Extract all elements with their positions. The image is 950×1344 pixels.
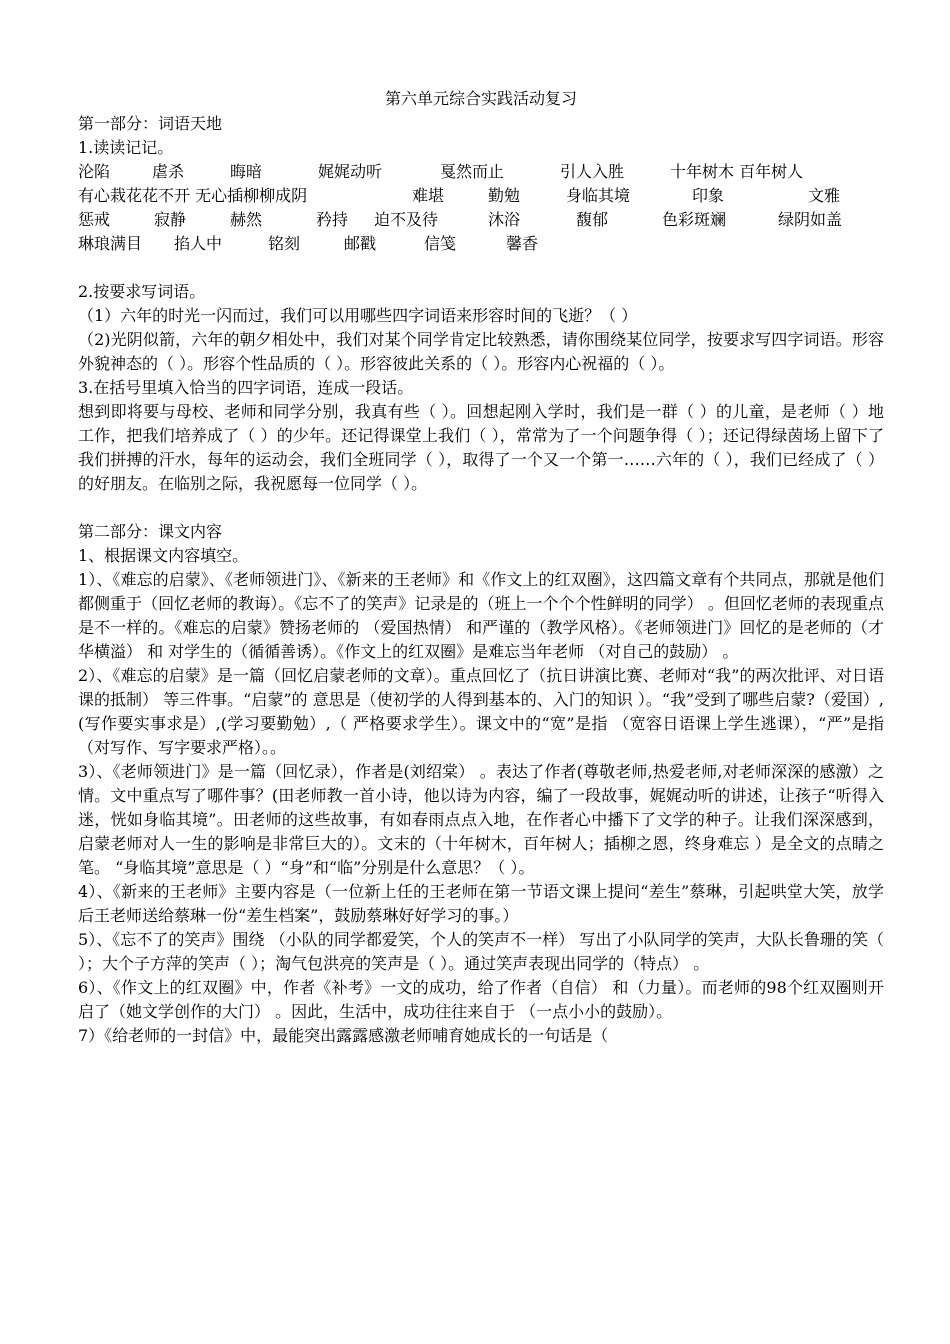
word: 铭刻 xyxy=(268,234,301,253)
word-row-1 xyxy=(78,160,884,184)
word: 赫然 xyxy=(230,210,263,229)
word: 掐人中 xyxy=(174,234,223,253)
word: 有心栽花花不开 无心插柳柳成阴 xyxy=(78,186,308,205)
word: 色彩斑斓 xyxy=(662,210,727,229)
word: 引人入胜 xyxy=(560,162,625,181)
part2-item-4: 4）、《新来的王老师》主要内容是（一位新上任的王老师在第一节语文课上提问“差生”蔡琳，引起哄堂大笑，放学后王老师送给蔡琳一份“差生档案”，鼓励蔡琳好好学习的事。） xyxy=(78,882,884,925)
word: 寂静 xyxy=(154,210,187,229)
word-row-3 xyxy=(78,208,884,232)
word-row-2 xyxy=(78,184,884,208)
word: 虐杀 xyxy=(152,162,185,181)
word: 文雅 xyxy=(808,186,841,205)
word: 琳琅满目 xyxy=(78,234,143,253)
word: 沐浴 xyxy=(488,210,521,229)
q3-paragraph: 想到即将要与母校、老师和同学分别，我真有些（ ）。回想起刚入学时，我们是一群（ ）的儿童，是老师（ ）地工作，把我们培养成了（ ）的少年。还记得课堂上我们（ ），常常为了一个问题争得（ ）；还记得绿茵场上留下了我们拼搏的汗水，每年的运动会，我们全班同学（ ），取得了一个又一个第一……六年的（ ），我们已经成了（ ）的好朋友。在临别之际，我祝愿每一位同学（ ）。 xyxy=(78,402,884,493)
word-row-4 xyxy=(78,232,884,256)
q2-item-1: （1）六年的时光一闪而过，我们可以用哪些四字词语来形容时间的飞逝？（ ） xyxy=(78,306,638,325)
word: 十年树木 百年树人 xyxy=(670,162,804,181)
word: 娓娓动听 xyxy=(318,162,383,181)
part1-heading: 第一部分：词语天地 xyxy=(78,114,223,133)
q1-label: 1.读读记记。 xyxy=(78,138,174,157)
q2-label: 2.按要求写词语。 xyxy=(78,282,206,301)
q2-item-2: （2)光阴似箭，六年的朝夕相处中，我们对某个同学肯定比较熟悉，请你围绕某位同学，按要求写四字词语。形容外貌神态的（ ）。形容个性品质的（ ）。形容彼此关系的（ ）。形容内心祝福的（ ）。 xyxy=(78,330,884,373)
word: 晦暗 xyxy=(230,162,263,181)
part2-item-3: 3）、《老师领进门》是一篇（回忆录），作者是(刘绍棠） 。表达了作者(尊敬老师,热爱老师,对老师深深的感激）之情。文中重点写了哪件事？(田老师教一首小诗，他以诗为内容，编了一段故事，娓娓动听的讲述，让孩子“听得入迷，恍如身临其境”。田老师的这些故事，有如春雨点点入地，在作者心中播下了文学的种子。让我们深深感到，启蒙老师对人一生的影响是非常巨大的）。文末的（十年树木，百年树人；插柳之恩，终身难忘 ）是全文的点睛之笔。 “身临其境”意思是（ ）“身”和“临”分别是什么意思？（ ）。 xyxy=(78,762,884,877)
word: 迫不及待 xyxy=(374,210,439,229)
part2-item-2: 2）、《难忘的启蒙》是一篇（回忆启蒙老师的文章）。重点回忆了（抗日讲演比赛、老师对“我”的两次批评、对日语课的抵制） 等三件事。“启蒙”的 意思是（使初学的人得到基本的、入门的知识 ）。“我”受到了哪些启蒙?（爱国）,(写作要实事求是）,(学习要勤勉）,（ 严格要求学生）。课文中的“宽”是指 （宽容日语课上学生逃课），“严”是指 （对写作、写字要求严格）。。 xyxy=(78,666,884,757)
page-title: 第六单元综合实践活动复习 xyxy=(384,89,577,108)
part2-heading: 第二部分：课文内容 xyxy=(78,522,223,541)
word: 矜持 xyxy=(316,210,349,229)
part2-item-5: 5）、《忘不了的笑声》围绕 （小队的同学都爱笑，个人的笑声不一样） 写出了小队同学的笑声，大队长鲁珊的笑（ ）；大个子方萍的笑声（ ）；淘气包洪亮的笑声是（ ）。通过笑声表现出同学的（特点） 。 xyxy=(78,930,884,973)
part2-q1-label: 1、根据课文内容填空。 xyxy=(78,546,249,565)
word: 身临其境 xyxy=(566,186,631,205)
word: 信笺 xyxy=(424,234,457,253)
word: 馨香 xyxy=(506,234,539,253)
word: 沦陷 xyxy=(78,162,111,181)
part2-item-6: 6）、《作文上的红双圈》中，作者《补考》一文的成功，给了作者（自信） 和（力量）。而老师的98个红双圈则开启了（她文学创作的大门） 。因此，生活中，成功往往来自于 （一点小小的鼓励）。 xyxy=(78,978,884,1021)
word: 馥郁 xyxy=(576,210,609,229)
word: 印象 xyxy=(692,186,725,205)
part2-item-7: 7）《给老师的一封信》中，最能突出露露感激老师哺育她成长的一句话是（ xyxy=(78,1026,609,1045)
part2-item-1: 1）、《难忘的启蒙》、《老师领进门》、《新来的王老师》和《作文上的红双圈》，这四篇文章有个共同点，那就是他们都侧重于（回忆老师的教诲）。《忘不了的笑声》记录是的（班上一个个个性鲜明的同学） 。但回忆老师的表现重点是不一样的。《难忘的启蒙》赞扬老师的 （爱国热情） 和严谨的（教学风格）。《老师领进门》回忆的是老师的（才华横溢） 和 对学生的（循循善诱）。《作文上的红双圈》是难忘当年老师 （对自己的鼓励） 。 xyxy=(78,570,884,661)
document-page xyxy=(78,86,884,1048)
word: 难堪 xyxy=(412,186,445,205)
word: 勤勉 xyxy=(488,186,521,205)
word: 惩戒 xyxy=(78,210,111,229)
q3-label: 3.在括号里填入恰当的四字词语，连成一段话。 xyxy=(78,378,414,397)
word: 邮戳 xyxy=(344,234,377,253)
word: 绿阴如盖 xyxy=(778,210,843,229)
word: 戛然而止 xyxy=(440,162,505,181)
